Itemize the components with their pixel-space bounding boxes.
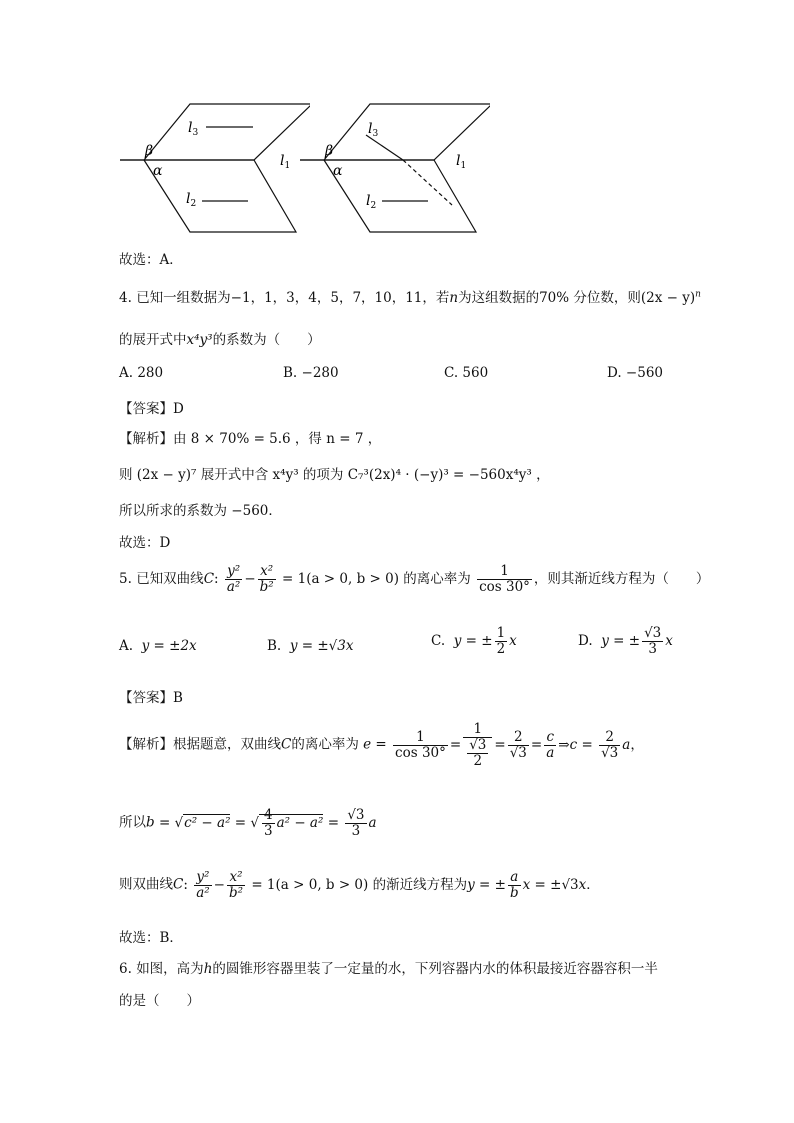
label-l1-sub: 1	[284, 161, 291, 171]
label-l3-sub: 3	[372, 129, 379, 139]
q5-option-d	[578, 626, 673, 657]
q6-line1-b: 的圆锥形容器里装了一定量的水，下列容器内水的体积最接近容器容积一半	[212, 961, 658, 977]
q4-stem-a: 已知一组数据为−1，1，3，4，5，7，10，11，若	[136, 290, 450, 306]
q4-conclusion: 故选：D	[119, 535, 171, 551]
q5-option-c-tail: x	[509, 632, 517, 649]
plane-alpha	[324, 160, 476, 232]
q4-analysis-1-text: 由 8 × 70% = 5.6 ，得 n = 7 ，	[173, 431, 382, 447]
q4-option-a: A. 280	[119, 365, 164, 381]
q4-term: x⁴y³	[186, 332, 213, 348]
q5-frac-x: $\frac{\text{x²}}{\text{b²}}$	[259, 563, 274, 595]
q6-number: 6.	[119, 961, 132, 977]
q5-analysis-3-eq: = 1(a > 0, b > 0)	[247, 876, 369, 893]
label-l1: l	[280, 153, 285, 169]
q4-analysis-tag: 【解析】	[119, 431, 173, 447]
label-l2-sub: 2	[370, 201, 377, 211]
q5-option-d-num: √3	[644, 625, 662, 641]
q5-conclusion: 故选：B．	[119, 930, 183, 946]
q5-option-c-den: 2	[496, 640, 506, 657]
q4-expr: (2x − y)	[640, 290, 696, 306]
q4-stem-line1	[119, 286, 701, 306]
q4-var-n: n	[449, 290, 459, 306]
svg-text:l2	[186, 191, 196, 209]
q6-line2: 的是（ ）	[119, 993, 200, 1009]
q5-analysis-3: 则双曲线C: $\frac{\text{y²}}{\text{a²}}$ − $\frac{\text{x²}}{\text{b²}}$ = 1(a > 0, b > 0) 的渐近线方程为y = ± $\frac{a}{b}$ x = ±√3x．	[119, 869, 600, 901]
q4-stem-line2	[119, 328, 321, 348]
q5-analysis-2: 所以b = √c² − a² = √ $\frac{4}{3}$ a² − a² = $\frac{√3}{3}$ a	[119, 807, 377, 839]
q5-ecc-frac	[477, 564, 532, 595]
q5-stem-b: 的离心率为	[403, 570, 471, 587]
label-l2: l	[366, 193, 371, 209]
q5-analysis-frac2: $\frac{1}{\frac{√3}{2}}$	[463, 722, 492, 769]
label-alpha: α	[153, 163, 163, 179]
q5-option-d-label: D.	[578, 632, 593, 649]
q5-analysis-frac5: $\frac{2}{√3}$	[601, 728, 619, 761]
label-l3-sub: 3	[192, 128, 199, 138]
q5-analysis-2-lead: 所以	[119, 814, 146, 831]
q5-number: 5.	[119, 570, 132, 587]
q5-option-b	[267, 638, 353, 654]
svg-text:l2	[366, 193, 376, 211]
q5-option-c-expr: y = ±	[453, 632, 493, 649]
q4-option-c: C. 560	[444, 365, 489, 381]
q4-number: 4.	[119, 290, 132, 306]
q5-option-c	[431, 626, 517, 657]
q4-stem-line2-a: 的展开式中	[119, 332, 187, 348]
label-beta: β	[145, 143, 154, 159]
q5-analysis-3-end: ．	[586, 876, 600, 893]
plane-alpha	[144, 160, 296, 232]
q6-var-h: h	[203, 961, 213, 977]
q5-analysis-frac3: $\frac{2}{√3}$	[509, 728, 527, 761]
q5-option-a	[119, 638, 197, 654]
label-l3: l	[368, 121, 373, 137]
q5-analysis-3-mid: 的渐近线方程为	[372, 876, 468, 893]
q4-option-b: B. −280	[283, 365, 339, 381]
label-alpha: α	[333, 163, 343, 179]
q5-option-a-expr: y = ±2x	[141, 638, 197, 654]
q4-stem-b: 为这组数据的70% 分位数，则	[458, 290, 641, 306]
q5-analysis-frac4: $\frac{c}{a}$	[546, 728, 555, 761]
q5-option-a-label: A.	[119, 638, 134, 654]
q5-analysis-1-text: 根据题意，双曲线	[173, 736, 281, 753]
q5-analysis-e: e =	[363, 736, 387, 753]
line-l3-hidden	[403, 160, 452, 205]
q5-analysis-1-end: ，	[630, 736, 644, 753]
q5-option-c-num: 1	[496, 625, 506, 641]
figure-dihedral-left	[110, 95, 310, 235]
label-l2-sub: 2	[190, 199, 197, 209]
q5-analysis-3-curve: C	[173, 876, 184, 893]
q5-curve: C	[203, 570, 215, 587]
svg-text:l3	[368, 121, 378, 139]
q4-expr-exp: n	[695, 289, 701, 300]
label-l1-sub: 1	[460, 161, 467, 171]
q5-eq-tail: = 1(a > 0, b > 0)	[277, 570, 399, 587]
q4-analysis-1	[119, 427, 381, 447]
q5-stem-a: 已知双曲线	[136, 570, 204, 587]
q4-stem-line2-b: 的系数为（ ）	[212, 332, 321, 348]
q5-analysis-curve: C	[281, 736, 292, 753]
q4-analysis-3: 所以所求的系数为 −560．	[119, 503, 282, 519]
label-l2: l	[186, 191, 191, 207]
q5-option-d-den: 3	[648, 640, 657, 657]
q4-analysis-2: 则 (2x − y)⁷ 展开式中含 x⁴y³ 的项为 C₇³(2x)⁴ · (−y)³ = −560x⁴y³ ，	[119, 467, 550, 483]
q5-ecc-num: 1	[477, 564, 532, 580]
q5-analysis-tag: 【解析】	[119, 736, 173, 753]
q5-analysis-1: 【解析】根据题意，双曲线C的离心率为 e = $\frac{1}{\cos 30^\circ}$ = $\frac{1}{\frac{√3}{2}}$ = $\frac{2}{√3}$ = $\frac{c}{a}$ ⇒c = $\frac{2}{√3}$ a，	[119, 721, 644, 769]
q5-option-d-tail: x	[665, 632, 673, 649]
q6-line1	[119, 957, 658, 977]
q5-frac-y: $\frac{\text{y²}}{\text{a²}}$	[226, 563, 241, 595]
q4-option-d: D. −560	[607, 365, 664, 381]
q5-analysis-3-lead: 则双曲线	[119, 876, 173, 893]
q5-option-b-label: B.	[267, 638, 282, 654]
label-l1: l	[456, 153, 461, 169]
q3-conclusion: 故选：A．	[119, 252, 183, 268]
svg-text:l1	[456, 153, 466, 171]
q4-answer: 【答案】D	[119, 401, 184, 417]
figure-dihedral-right	[290, 95, 490, 235]
q6-line1-a: 如图，高为	[136, 961, 204, 977]
q5-option-c-label: C.	[431, 632, 446, 649]
q5-option-b-expr: y = ±√3x	[289, 638, 354, 654]
q5-option-d-expr: y = ±	[601, 632, 641, 649]
svg-text:l3	[188, 120, 198, 138]
svg-text:l1	[280, 153, 290, 171]
label-beta: β	[325, 143, 334, 159]
q5-ecc-den: cos 30°	[479, 578, 530, 595]
q5-analysis-1b: 的离心率为	[291, 736, 359, 753]
q5-analysis-frac1: $\frac{1}{\cos 30^\circ}$	[395, 728, 446, 761]
q5-answer: 【答案】B	[119, 690, 183, 706]
q5-stem: 5. 已知双曲线C: $\frac{\text{y²}}{\text{a²}}$ − $\frac{\text{x²}}{\text{b²}}$ = 1(a > 0, b > 0) 的离心率为 $\frac{1}{\cos 30^\circ}$ ，则其渐近线方程为（ ）	[119, 563, 710, 595]
label-l3: l	[188, 120, 193, 136]
q5-stem-c: ，则其渐近线方程为（ ）	[533, 570, 710, 587]
